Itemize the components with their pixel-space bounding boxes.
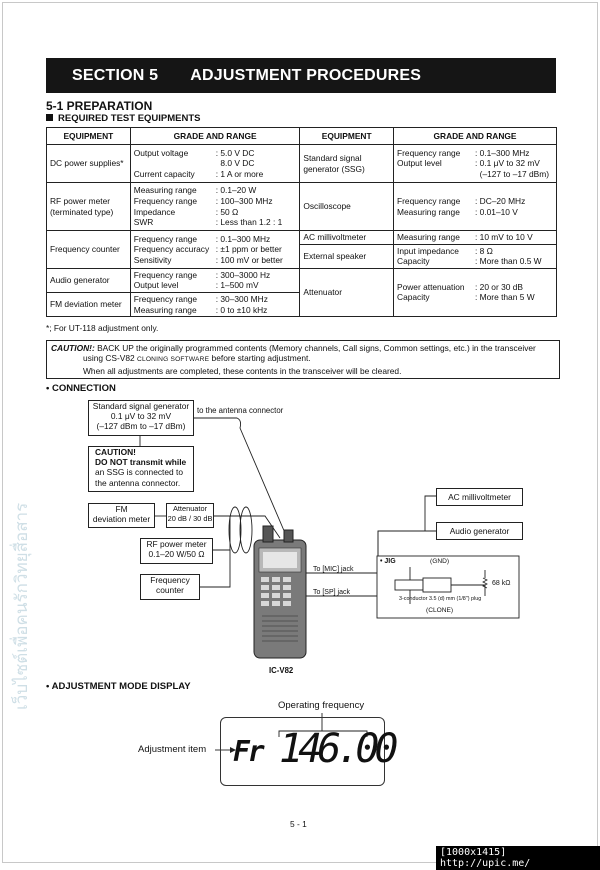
side-watermark: เว็บไซต์เพื่อคนรักวิทยุสื่อสาร [12, 502, 31, 710]
lcd-item: Fr [233, 735, 263, 768]
section-title: ADJUSTMENT PROCEDURES [190, 66, 422, 84]
equipment-name: Attenuator [300, 268, 394, 316]
page-number: 5 - 1 [290, 819, 307, 829]
equipment-name: DC power supplies* [47, 145, 131, 183]
radio-model-label: IC-V82 [269, 666, 294, 675]
audio-generator-box: Audio generator [436, 522, 523, 540]
equipment-spec: Frequency range : 30–300 MHz Measuring range : 0 to ±10 kHz [130, 292, 300, 316]
equipment-name: Audio generator [47, 268, 131, 292]
equipment-spec: Input impedance : 8 Ω Capacity : More than 0.5 W [394, 244, 557, 268]
ac-millivoltmeter-box: AC millivoltmeter [436, 488, 523, 506]
caution-label: CAUTION!: [51, 343, 95, 353]
caution-box: CAUTION!: BACK UP the originally programmed contents (Memory channels, Call signs, Common settings, etc.) in the transceiver using CS-V82 CLONING SOFTWARE before starting adjustment. When all adjustments are completed, these contents in the transceiver will be cleared. [46, 340, 560, 379]
section-number: SECTION 5 [72, 66, 159, 84]
equipment-spec: Frequency range : 0.1–300 MHz Output level : 0.1 μV to 32 mV (–127 to –17 dBm) [394, 145, 557, 183]
jig-label: • JIG [380, 558, 396, 565]
col-grade-right: GRADE AND RANGE [394, 128, 557, 145]
lcd-display [220, 717, 394, 786]
to-antenna-label: to the antenna connector [197, 406, 284, 415]
fm-deviation-meter-box: FM deviation meter [88, 503, 155, 528]
to-sp-label: To [SP] jack [313, 589, 350, 596]
connection-heading: • CONNECTION [46, 383, 116, 394]
attenuator-box: Attenuator 20 dB / 30 dB [166, 503, 214, 528]
equipment-name: Standard signal generator (SSG) [300, 145, 394, 183]
operating-frequency-label: Operating frequency [278, 700, 365, 711]
equipment-name: FM deviation meter [47, 292, 131, 316]
equipment-spec: Measuring range : 0.1–20 W Frequency range : 100–300 MHz Impedance : 50 Ω SWR : Less than 1.2 : 1 [130, 183, 300, 231]
clone-label: (CLONE) [426, 607, 454, 614]
resolution-tag: [1000x1415] http://upic.me/ [436, 846, 600, 870]
required-equipment-heading: REQUIRED TEST EQUIPMENTS [46, 113, 201, 124]
equipment-name: AC millivoltmeter [300, 231, 394, 245]
rf-power-meter-box: RF power meter 0.1–20 W/50 Ω [140, 538, 213, 564]
gnd-label: (GND) [430, 558, 450, 565]
equipment-spec: Measuring range : 10 mV to 10 V [394, 231, 557, 245]
frequency-counter-box: Frequency counter [140, 574, 200, 600]
caution-ssg-box: CAUTION! DO NOT transmit while an SSG is connected to the antenna connector. [88, 446, 194, 492]
plug-label: 3-conductor 3.5 (d) mm (1/8") plug [399, 596, 482, 602]
adjustment-item-label: Adjustment item [138, 744, 207, 755]
equipment-spec: Output voltage : 5.0 V DC 8.0 V DC Current capacity : 1 A or more [130, 145, 300, 183]
mode-display-heading: • ADJUSTMENT MODE DISPLAY [46, 681, 191, 692]
col-grade-left: GRADE AND RANGE [130, 128, 300, 145]
equipment-spec: Frequency range : DC–20 MHz Measuring range : 0.01–10 V [394, 183, 557, 231]
equipment-name: External speaker [300, 244, 394, 268]
footnote: *; For UT-118 adjustment only. [46, 323, 159, 333]
lcd-frequency: 146.00 [279, 726, 394, 772]
preparation-heading: 5-1 PREPARATION [46, 99, 153, 113]
equipment-spec: Power attenuation : 20 or 30 dB Capacity : More than 5 W [394, 268, 557, 316]
resistor-label: 68 kΩ [492, 580, 511, 587]
ssg-box: Standard signal generator 0.1 μV to 32 mV (–127 dBm to –17 dBm) [88, 400, 194, 436]
equipment-spec: Frequency range : 0.1–300 MHz Frequency accuracy : ±1 ppm or better Sensitivity : 100 mV or better [130, 231, 300, 269]
equipment-name: RF power meter (terminated type) [47, 183, 131, 231]
equipment-name: Frequency counter [47, 231, 131, 269]
equipment-spec: Frequency range : 300–3000 Hz Output level : 1–500 mV [130, 268, 300, 292]
to-mic-label: To [MIC] jack [313, 566, 354, 573]
col-equipment-left: EQUIPMENT [47, 128, 131, 145]
col-equipment-right: EQUIPMENT [300, 128, 394, 145]
equipment-name: Oscilloscope [300, 183, 394, 231]
